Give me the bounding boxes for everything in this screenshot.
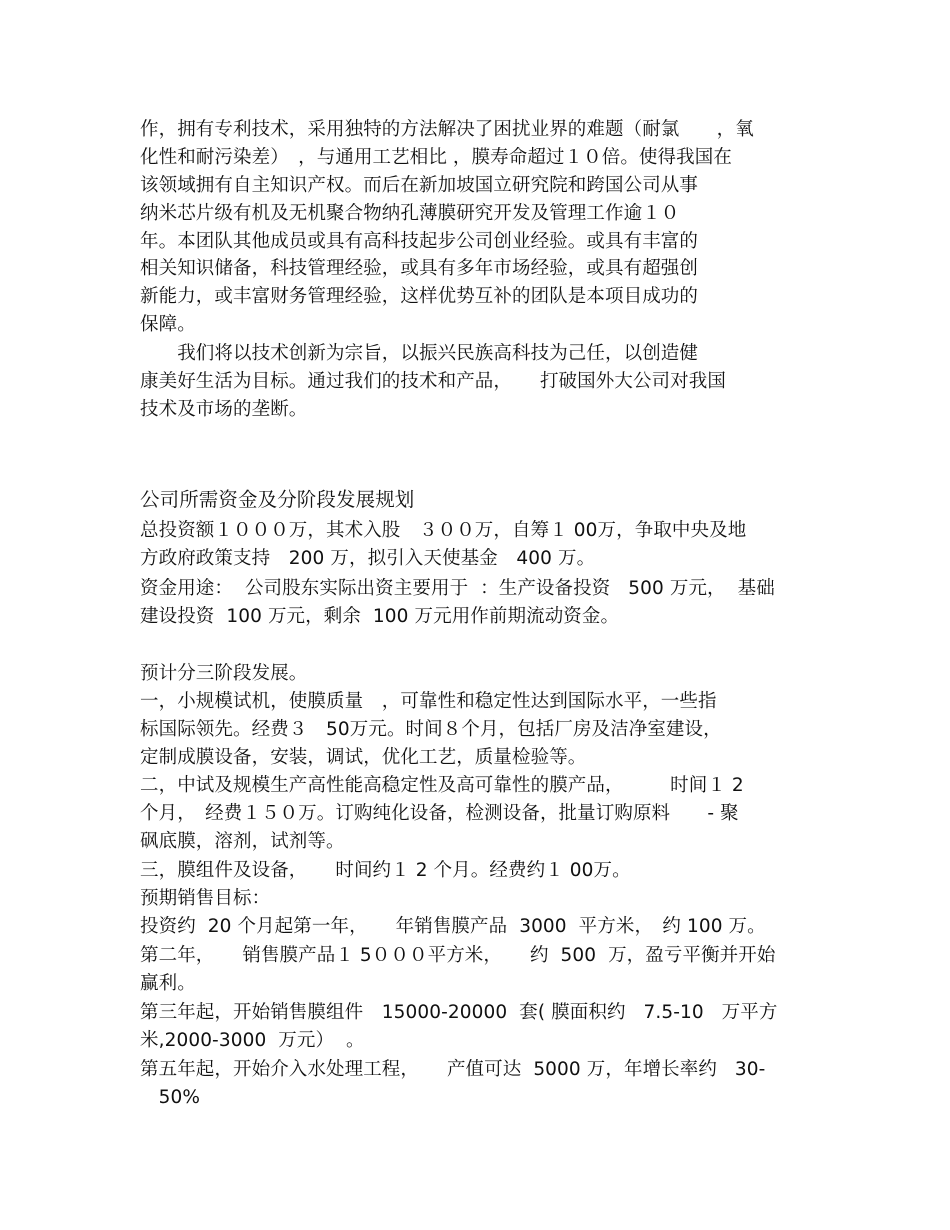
text-line: 第五年起，开始介入水处理工程， 产值可达 5000 万，年增长率约 30- bbox=[140, 1059, 766, 1080]
text-line: 康美好生活为目标。通过我们的技术和产品， 打破国外大公司对我国 bbox=[140, 371, 726, 392]
text-line: 纳米芯片级有机及无机聚合物纳孔薄膜研究开发及管理工作逾１０ bbox=[140, 203, 680, 224]
text-line: 砜底膜，溶剂，试剂等。 bbox=[140, 831, 345, 852]
text-line: 方政府政策支持 200 万，拟引入天使基金 400 万。 bbox=[140, 548, 596, 569]
text-line: 第二年， 销售膜产品１ 5０００平方米， 约 500 万，盈亏平衡并开始 bbox=[140, 945, 776, 966]
text-line: 投资约 20 个月起第一年， 年销售膜产品 3000 平方米， 约 100 万。 bbox=[140, 916, 766, 937]
section-title: 公司所需资金及分阶段发展规划 bbox=[140, 488, 415, 511]
text-line: 保障。 bbox=[140, 314, 196, 335]
text-line: 预计分三阶段发展。 bbox=[140, 663, 308, 684]
text-line: 相关知识储备，科技管理经验，或具有多年市场经验，或具有超强创 bbox=[140, 258, 699, 279]
text-line: 二，中试及规模生产高性能高稳定性及高可靠性的膜产品， 时间１ 2 bbox=[140, 775, 744, 796]
text-line: 建设投资 100 万元，剩余 100 万元用作前期流动资金。 bbox=[140, 606, 620, 627]
text-line: 年。本团队其他成员或具有高科技起步公司创业经验。或具有丰富的 bbox=[140, 231, 699, 252]
text-line: 我们将以技术创新为宗旨，以振兴民族高科技为己任，以创造健 bbox=[140, 343, 699, 364]
text-line: 第三年起，开始销售膜组件 15000-20000 套( 膜面积约 7.5-10 万平方 bbox=[140, 1002, 778, 1023]
text-line: 化性和耐污染差） ，与通用工艺相比 ，膜寿命超过１０倍。使得我国在 bbox=[140, 147, 732, 168]
text-line: 50% bbox=[140, 1087, 201, 1108]
text-line: 个月， 经费１５０万。订购纯化设备，检测设备，批量订购原料 - 聚 bbox=[140, 803, 739, 824]
text-line: 标国际领先。经费３ 50万元。时间８个月，包括厂房及洁净室建设， bbox=[140, 719, 722, 740]
text-line: 赢利。 bbox=[140, 973, 196, 994]
text-line: 作，拥有专利技术，采用独特的方法解决了困扰业界的难题（耐氯 ，氧 bbox=[140, 119, 754, 140]
text-line: 预期销售目标： bbox=[140, 888, 271, 909]
text-line: 资金用途： 公司股东实际出资主要用于 ：生产设备投资 500 万元， 基础 bbox=[140, 578, 775, 599]
text-line: 定制成膜设备，安装，调试，优化工艺，质量检验等。 bbox=[140, 747, 587, 768]
text-line: 新能力，或丰富财务管理经验，这样优势互补的团队是本项目成功的 bbox=[140, 286, 699, 307]
text-line: 技术及市场的垄断。 bbox=[140, 399, 308, 420]
text-line: 三，膜组件及设备， 时间约１ 2 个月。经费约１ 00万。 bbox=[140, 860, 631, 881]
text-line: 米,2000-3000 万元） 。 bbox=[140, 1030, 365, 1051]
text-line: 该领域拥有自主知识产权。而后在新加坡国立研究院和跨国公司从事 bbox=[140, 175, 699, 196]
text-line: 一，小规模试机，使膜质量 ，可靠性和稳定性达到国际水平，一些指 bbox=[140, 691, 717, 712]
text-line: 总投资额１０００万，其术入股 ３００万，自筹１ 00万，争取中央及地 bbox=[140, 520, 747, 541]
